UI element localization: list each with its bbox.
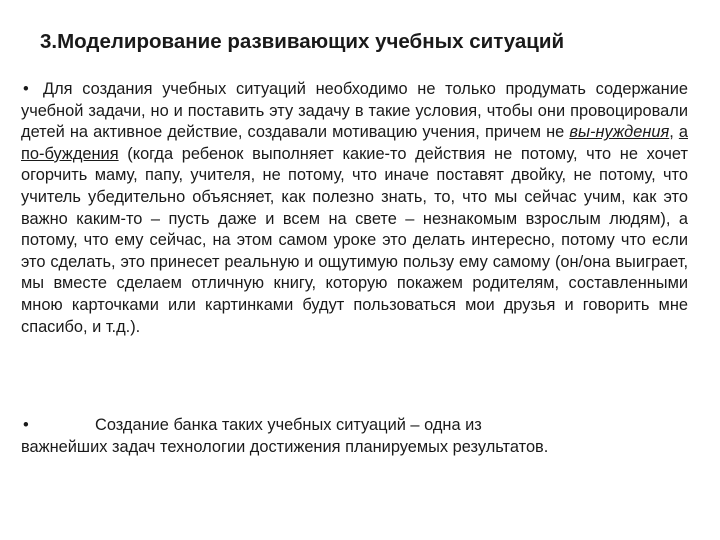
emphasis-vynuzhdenia: вы-нуждения (569, 123, 670, 142)
bullet-2: • (23, 416, 29, 434)
bullet-1: • (23, 80, 29, 98)
paragraph-1-separator: , (669, 123, 679, 142)
paragraph-1-text-a: Для создания учебных ситуаций необходимо не только продумать содержание учебной задачи, но и поставить эту задачу в такие условия, чтобы они провоцировали детей на активное действие, создавали мотивацию учения, причем не (21, 80, 688, 142)
paragraph-2 (21, 414, 701, 458)
paragraph-1-text-b: (когда ребенок выполняет какие-то действия не потому, что не хочет огорчить маму, папу, учителя, не потому, что иначе поставят двойку, не потому, что учитель убедительно объясняет, как полезно знать, то, что мы сейчас учим, как это важно каким-то – пусть даже и всем на свете – незнакомым взрослым людям), а потому, что ему сейчас, на этом самом уроке это делать интересно, потому что если это сделать, это принесет реальную и ощутимую пользу ему самому (он/она выиграет, мы вместе сделаем отличную книгу, которую покажем родителям, составленными мною карточками или картинками будут пользоваться мои друзья и говорить мне спасибо, и т.д.). (21, 144, 688, 336)
paragraph-1 (21, 79, 688, 338)
paragraph-2-line-1 (21, 414, 701, 436)
emphasis-pobuzhdenia: а по-буждения (21, 123, 688, 163)
paragraph-2-text-1: Создание банка таких учебных ситуаций – одна из (95, 416, 482, 434)
slide-title: 3.Моделирование развивающих учебных ситуаций (40, 30, 565, 53)
paragraph-2-line-2: важнейших задач технологии достижения планируемых результатов. (21, 438, 549, 456)
